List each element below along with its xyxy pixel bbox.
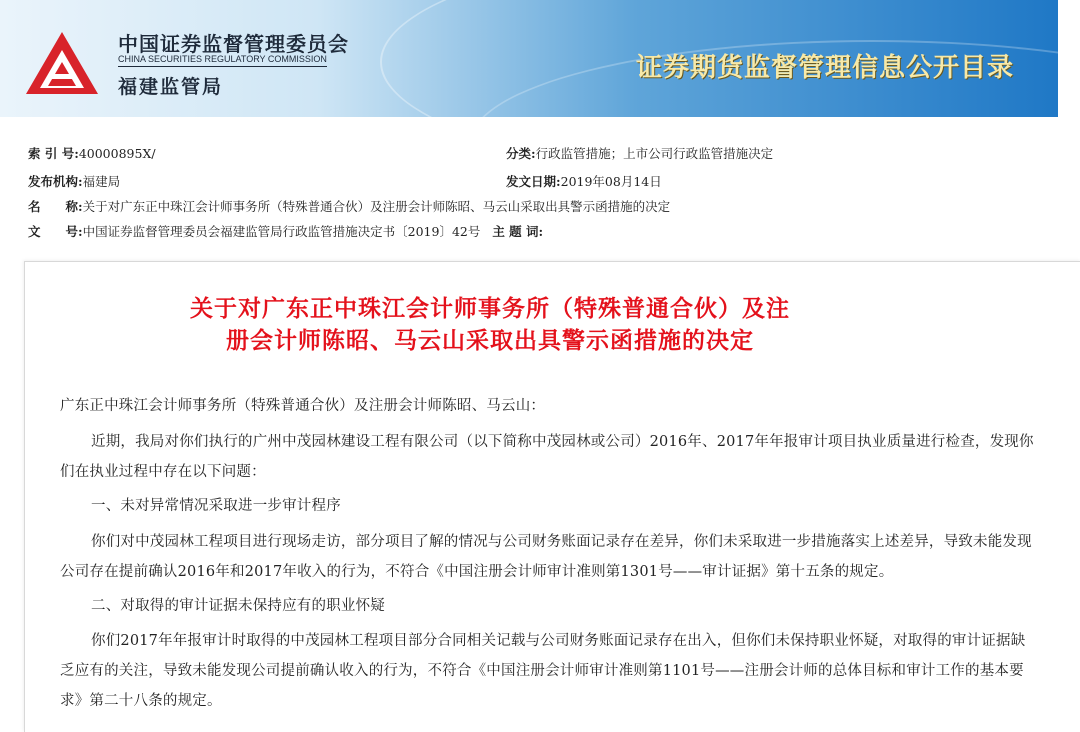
paragraph-2-line-2: 公司存在提前确认2016年和2017年收入的行为，不符合《中国注册会计师审计准则第1301号——审计证据》第十五条的规定。 bbox=[60, 564, 894, 580]
csrc-logo-icon bbox=[22, 28, 102, 98]
paragraph-1-line-1: 近期，我局对你们执行的广州中茂园林建设工程有限公司（以下简称中茂园林或公司）2016年、2017年年报审计项目执业质量进行检查，发现你 bbox=[91, 434, 1034, 450]
meta-name bbox=[28, 197, 670, 215]
meta-category-value: 行政监管措施；上市公司行政监管措施决定 bbox=[535, 146, 774, 161]
paragraph-1-line-2: 们在执业过程中存在以下问题： bbox=[60, 464, 266, 480]
addressee: 广东正中珠江会计师事务所（特殊普通合伙）及注册会计师陈昭、马云山： bbox=[60, 398, 546, 414]
paragraph-3-line-3: 求》第二十八条的规定。 bbox=[60, 693, 222, 709]
meta-name-value: 关于对广东正中珠江会计师事务所（特殊普通合伙）及注册会计师陈昭、马云山采取出具警示函措施的决定 bbox=[82, 199, 671, 214]
meta-index-value: 40000895X/ bbox=[78, 146, 156, 161]
paragraph-2-line-1: 你们对中茂园林工程项目进行现场走访，部分项目了解的情况与公司财务账面记录存在差异，你们未采取进一步措施落实上述差异，导致未能发现 bbox=[91, 534, 1032, 550]
meta-index bbox=[28, 144, 156, 162]
section-heading-2: 二、对取得的审计证据未保持应有的职业怀疑 bbox=[91, 598, 385, 614]
catalog-title: 证券期货监督管理信息公开目录 bbox=[636, 53, 1015, 83]
paragraph-3-line-1: 你们2017年年报审计时取得的中茂园林工程项目部分合同相关记载与公司财务账面记录存在出入，但你们未保持职业怀疑，对取得的审计证据缺 bbox=[91, 633, 1026, 649]
meta-date-label: 发文日期: bbox=[506, 174, 561, 189]
document-title-line-1: 关于对广东正中珠江会计师事务所（特殊普通合伙）及注 bbox=[190, 296, 790, 322]
meta-publisher-label: 发布机构: bbox=[28, 174, 83, 189]
header-banner bbox=[0, 0, 1058, 117]
meta-docno-value: 中国证券监督管理委员会福建监管局行政监管措施决定书〔2019〕42号 bbox=[82, 224, 481, 239]
org-name-en: CHINA SECURITIES REGULATORY COMMISSION bbox=[118, 54, 327, 67]
section-heading-1: 一、未对异常情况采取进一步审计程序 bbox=[91, 498, 341, 514]
meta-keywords-label: 主 题 词: bbox=[492, 224, 544, 239]
meta-category bbox=[506, 144, 773, 162]
org-branch: 福建监管局 bbox=[118, 76, 224, 98]
meta-category-label: 分类: bbox=[506, 146, 536, 161]
meta-index-label: 索 引 号: bbox=[28, 146, 79, 161]
document-body bbox=[24, 261, 1080, 732]
meta-docno-label: 文 号: bbox=[28, 224, 83, 239]
meta-date-value: 2019年08月14日 bbox=[560, 174, 662, 189]
meta-docno bbox=[28, 222, 543, 240]
meta-date bbox=[506, 172, 662, 190]
meta-publisher bbox=[28, 172, 120, 190]
meta-publisher-value: 福建局 bbox=[82, 174, 121, 189]
meta-name-label: 名 称: bbox=[28, 199, 83, 214]
org-name-cn: 中国证券监督管理委员会 bbox=[118, 32, 349, 56]
paragraph-3-line-2: 乏应有的关注，导致未能发现公司提前确认收入的行为，不符合《中国注册会计师审计准则第1101号——注册会计师的总体目标和审计工作的基本要 bbox=[60, 663, 1024, 679]
document-title-line-2: 册会计师陈昭、马云山采取出具警示函措施的决定 bbox=[226, 328, 754, 354]
